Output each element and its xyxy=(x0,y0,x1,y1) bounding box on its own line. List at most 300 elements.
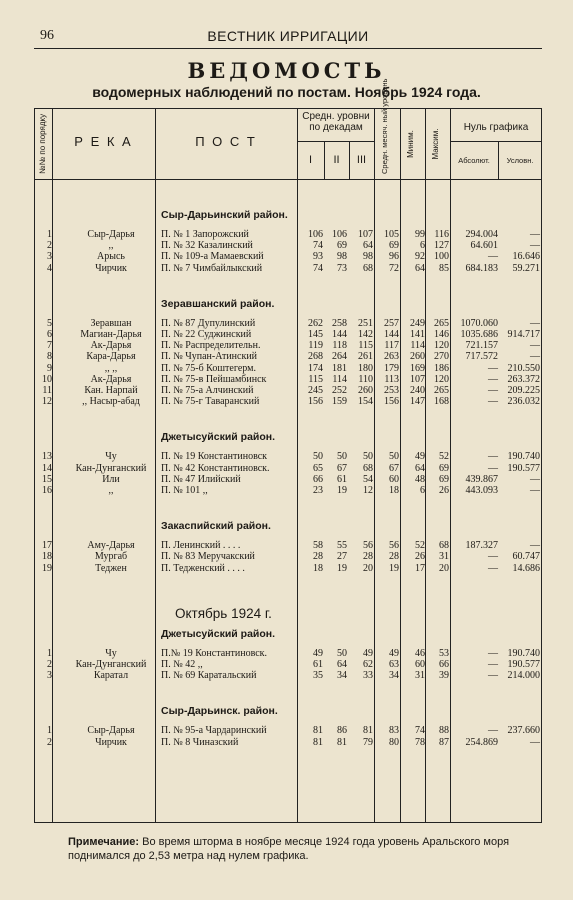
table-row xyxy=(35,485,543,496)
row-number: 8 xyxy=(47,351,52,363)
decade-2-cell: 264 xyxy=(332,351,347,363)
row-number: 12 xyxy=(42,396,52,408)
conditional-cell: 214.000 xyxy=(507,670,540,682)
post-cell: П. Тедженский . . . . xyxy=(161,562,245,574)
monthly-avg-cell: 50 xyxy=(389,451,399,463)
table-row xyxy=(35,563,543,574)
min-cell: 6 xyxy=(420,485,425,496)
decade-3-cell: 110 xyxy=(358,373,373,385)
footnote-text: Во время шторма в ноябре месяце 1924 года уровень Аральского моря поднимался до 2,53 метра над нулем графика. xyxy=(68,836,510,862)
conditional-cell: — xyxy=(530,317,540,329)
section-title: Джетысуйский район. xyxy=(161,627,276,640)
min-cell: 60 xyxy=(415,659,425,670)
decade-2-cell: 64 xyxy=(337,659,347,670)
max-cell: 26 xyxy=(439,485,449,496)
max-cell: 87 xyxy=(439,736,449,748)
header-decade-2: II xyxy=(333,154,340,166)
river-cell: Зеравшан xyxy=(90,317,132,329)
max-cell: 31 xyxy=(439,551,449,563)
post-cell: П. № 87 Дупулинский xyxy=(161,317,256,329)
header-min: Миним. xyxy=(406,130,415,158)
post-cell: П. № 75-в Пейшамбинск xyxy=(161,373,267,385)
decade-1-cell: 81 xyxy=(313,736,323,748)
row-number: 16 xyxy=(42,485,52,496)
river-cell: Магиан-Дарья xyxy=(80,329,142,340)
min-cell: 147 xyxy=(410,396,425,408)
section-title: Закаспийский район. xyxy=(161,520,271,533)
max-cell: 127 xyxy=(434,240,449,252)
monthly-avg-cell: 96 xyxy=(389,251,399,263)
min-cell: 49 xyxy=(415,451,425,463)
river-cell: Кара-Дарья xyxy=(86,351,136,363)
header-max: Максим. xyxy=(431,128,440,160)
decade-3-cell: 251 xyxy=(358,317,373,329)
river-cell: Чу xyxy=(105,451,117,463)
max-cell: 265 xyxy=(434,317,449,329)
header-absolute: Абсолют. xyxy=(458,156,490,165)
river-cell: Каратал xyxy=(93,670,129,682)
post-cell: П. № Распределительн. xyxy=(161,340,261,352)
decade-1-cell: 174 xyxy=(308,362,323,374)
min-cell: 114 xyxy=(410,340,425,352)
post-cell: П. № 69 Каратальский xyxy=(161,670,257,682)
monthly-avg-cell: 69 xyxy=(389,240,399,252)
table-row xyxy=(35,551,543,562)
table-row xyxy=(35,229,543,240)
header-decade-1: I xyxy=(308,154,313,166)
table-row xyxy=(35,351,543,362)
decade-3-cell: 260 xyxy=(358,385,373,396)
river-cell: ,, Насыр-абад xyxy=(82,396,140,408)
row-number: 7 xyxy=(47,340,52,352)
decade-3-cell: 79 xyxy=(363,736,373,748)
river-cell: ,, ,, xyxy=(104,362,118,374)
decade-2-cell: 19 xyxy=(337,562,347,574)
absolute-cell: 684.183 xyxy=(465,262,498,274)
conditional-cell: 190.740 xyxy=(507,451,540,463)
decade-2-cell: 69 xyxy=(337,240,347,252)
decade-3-cell: 154 xyxy=(358,396,373,408)
absolute-cell: — xyxy=(488,396,498,408)
decade-2-cell: 27 xyxy=(337,551,347,563)
min-cell: 64 xyxy=(415,462,425,474)
footnote xyxy=(68,835,520,863)
row-number: 9 xyxy=(47,362,52,374)
document-title: ВЕДОМОСТЬ xyxy=(187,58,386,83)
row-number: 5 xyxy=(47,317,52,329)
absolute-cell: — xyxy=(488,451,498,463)
monthly-avg-cell: 144 xyxy=(384,329,399,340)
post-cell: П. № 32 Казалинский xyxy=(161,240,253,252)
row-number: 3 xyxy=(47,251,52,263)
month-heading: Октябрь 1924 г. xyxy=(175,605,272,621)
table-row xyxy=(35,648,543,659)
decade-3-cell: 12 xyxy=(363,485,373,496)
row-number: 2 xyxy=(47,240,52,252)
table-row xyxy=(35,737,543,748)
min-cell: 99 xyxy=(415,229,425,240)
monthly-avg-cell: 63 xyxy=(389,659,399,670)
decade-1-cell: 49 xyxy=(313,647,323,659)
max-cell: 69 xyxy=(439,462,449,474)
decade-1-cell: 35 xyxy=(313,670,323,682)
absolute-cell: 721.157 xyxy=(465,340,498,352)
absolute-cell: 717.572 xyxy=(465,351,498,363)
decade-1-cell: 18 xyxy=(313,562,323,574)
absolute-cell: — xyxy=(488,385,498,396)
table-row xyxy=(35,670,543,681)
max-cell: 146 xyxy=(434,329,449,340)
absolute-cell: — xyxy=(488,373,498,385)
max-cell: 39 xyxy=(439,670,449,682)
decade-1-cell: 81 xyxy=(313,725,323,737)
row-number: 14 xyxy=(42,462,52,474)
decade-2-cell: 252 xyxy=(332,385,347,396)
decade-3-cell: 68 xyxy=(363,462,373,474)
max-cell: 88 xyxy=(439,725,449,737)
river-cell: Чирчик xyxy=(95,262,127,274)
decade-3-cell: 56 xyxy=(363,540,373,552)
river-cell: Ак-Дарья xyxy=(90,340,132,352)
monthly-avg-cell: 257 xyxy=(384,317,399,329)
table-row xyxy=(35,474,543,485)
conditional-cell: 190.740 xyxy=(507,647,540,659)
monthly-avg-cell: 49 xyxy=(389,647,399,659)
header-num: №№ по порядку xyxy=(38,113,47,174)
absolute-cell: 254.869 xyxy=(465,736,498,748)
min-cell: 141 xyxy=(410,329,425,340)
decade-1-cell: 74 xyxy=(313,262,323,274)
decade-2-cell: 86 xyxy=(337,725,347,737)
post-cell: П. № 7 Чимбайлыкский xyxy=(161,262,263,274)
row-number: 4 xyxy=(47,262,52,274)
conditional-cell: 14.686 xyxy=(512,562,540,574)
table-row xyxy=(35,263,543,274)
post-cell: П. № 75-б Коштегерм. xyxy=(161,362,256,374)
max-cell: 20 xyxy=(439,562,449,574)
decade-3-cell: 98 xyxy=(363,251,373,263)
monthly-avg-cell: 18 xyxy=(389,485,399,496)
decade-2-cell: 50 xyxy=(337,647,347,659)
post-cell: П. Ленинский . . . . xyxy=(161,540,241,552)
absolute-cell: — xyxy=(488,562,498,574)
absolute-cell: 1035.686 xyxy=(460,329,498,340)
table-row xyxy=(35,463,543,474)
header-monthly-avg: Средн. месяч. ный уровень xyxy=(380,78,389,174)
absolute-cell: — xyxy=(488,462,498,474)
post-cell: П.№ 19 Константиновск. xyxy=(161,647,268,659)
decade-1-cell: 145 xyxy=(308,329,323,340)
river-cell: Сыр-Дарья xyxy=(87,229,135,240)
row-number: 17 xyxy=(42,540,52,552)
min-cell: 169 xyxy=(410,362,425,374)
header-decade-avg: Средн. уровни по декадам xyxy=(302,111,370,133)
table-row xyxy=(35,396,543,407)
post-cell: П. № 1 Запорожский xyxy=(161,229,249,240)
header-river: Р Е К А xyxy=(74,134,133,149)
river-cell: Арысь xyxy=(97,251,125,263)
post-cell: П. № 95-а Чардаринский xyxy=(161,725,267,737)
max-cell: 120 xyxy=(434,340,449,352)
max-cell: 120 xyxy=(434,373,449,385)
conditional-cell: — xyxy=(530,736,540,748)
absolute-cell: 64.601 xyxy=(470,240,498,252)
row-number: 3 xyxy=(47,670,52,682)
monthly-avg-cell: 80 xyxy=(389,736,399,748)
monthly-avg-cell: 113 xyxy=(384,373,399,385)
monthly-avg-cell: 83 xyxy=(389,725,399,737)
decade-2-cell: 67 xyxy=(337,462,347,474)
absolute-cell: 443.093 xyxy=(465,485,498,496)
decade-1-cell: 268 xyxy=(308,351,323,363)
page-header xyxy=(34,28,542,49)
min-cell: 92 xyxy=(415,251,425,263)
max-cell: 68 xyxy=(439,540,449,552)
decade-2-cell: 81 xyxy=(337,736,347,748)
min-cell: 52 xyxy=(415,540,425,552)
decade-3-cell: 64 xyxy=(363,240,373,252)
row-number: 2 xyxy=(47,736,52,748)
river-cell: Чирчик xyxy=(95,736,127,748)
decade-3-cell: 180 xyxy=(358,362,373,374)
absolute-cell: — xyxy=(488,647,498,659)
decade-2-cell: 258 xyxy=(332,317,347,329)
conditional-cell: — xyxy=(530,340,540,352)
absolute-cell: 187.327 xyxy=(465,540,498,552)
decade-1-cell: 93 xyxy=(313,251,323,263)
row-number: 15 xyxy=(42,473,52,485)
max-cell: 100 xyxy=(434,251,449,263)
conditional-cell: — xyxy=(530,473,540,485)
min-cell: 6 xyxy=(420,240,425,252)
post-cell: П. № 22 Суджинский xyxy=(161,329,252,340)
decade-3-cell: 54 xyxy=(363,473,373,485)
absolute-cell: 294.004 xyxy=(465,229,498,240)
row-number: 11 xyxy=(42,385,52,396)
max-cell: 52 xyxy=(439,451,449,463)
decade-2-cell: 114 xyxy=(332,373,347,385)
river-cell: Сыр-Дарья xyxy=(87,725,135,737)
monthly-avg-cell: 28 xyxy=(389,551,399,563)
min-cell: 17 xyxy=(415,562,425,574)
river-cell: Кан-Дунганский xyxy=(75,659,147,670)
max-cell: 53 xyxy=(439,647,449,659)
min-cell: 78 xyxy=(415,736,425,748)
max-cell: 270 xyxy=(434,351,449,363)
post-cell: П. № 42 Константиновск. xyxy=(161,462,270,474)
row-number: 1 xyxy=(47,647,52,659)
min-cell: 46 xyxy=(415,647,425,659)
monthly-avg-cell: 263 xyxy=(384,351,399,363)
row-number: 10 xyxy=(42,373,52,385)
journal-title: ВЕСТНИК ИРРИГАЦИИ xyxy=(207,28,369,44)
row-number: 13 xyxy=(42,451,52,463)
conditional-cell: — xyxy=(530,229,540,240)
table-row xyxy=(35,240,543,251)
absolute-cell: — xyxy=(488,551,498,563)
min-cell: 107 xyxy=(410,373,425,385)
post-cell: П. № 75-а Алчинский xyxy=(161,385,254,396)
max-cell: 168 xyxy=(434,396,449,408)
section-title: Сыр-Дарьинск. район. xyxy=(161,705,278,718)
max-cell: 116 xyxy=(434,229,449,240)
table-row xyxy=(35,318,543,329)
max-cell: 186 xyxy=(434,362,449,374)
conditional-cell: 237.660 xyxy=(507,725,540,737)
row-number: 2 xyxy=(47,659,52,670)
post-cell: П. № Чупан-Атинский xyxy=(161,351,258,363)
decade-1-cell: 61 xyxy=(313,659,323,670)
absolute-cell: — xyxy=(488,725,498,737)
document-subtitle: водомерных наблюдений по постам. Ноябрь 1924 года. xyxy=(92,84,481,100)
min-cell: 249 xyxy=(410,317,425,329)
section-title: Джетысуйский район. xyxy=(161,431,276,444)
conditional-cell: 209.225 xyxy=(507,385,540,396)
river-cell: Теджен xyxy=(95,562,127,574)
max-cell: 85 xyxy=(439,262,449,274)
river-cell: ,, xyxy=(108,240,114,252)
decade-3-cell: 20 xyxy=(363,562,373,574)
decade-3-cell: 62 xyxy=(363,659,373,670)
monthly-avg-cell: 60 xyxy=(389,473,399,485)
decade-3-cell: 107 xyxy=(358,229,373,240)
row-divider xyxy=(297,141,374,142)
min-cell: 48 xyxy=(415,473,425,485)
decade-1-cell: 156 xyxy=(308,396,323,408)
table-row xyxy=(35,725,543,736)
decade-1-cell: 66 xyxy=(313,473,323,485)
river-cell: Ак-Дарья xyxy=(90,373,132,385)
conditional-cell: 60.747 xyxy=(512,551,540,563)
decade-1-cell: 58 xyxy=(313,540,323,552)
monthly-avg-cell: 34 xyxy=(389,670,399,682)
page-number: 96 xyxy=(40,28,54,43)
post-cell: П. № 8 Чиназский xyxy=(161,736,239,748)
footnote-label: Примечание: xyxy=(68,836,140,848)
decade-1-cell: 74 xyxy=(313,240,323,252)
decade-2-cell: 50 xyxy=(337,451,347,463)
max-cell: 265 xyxy=(434,385,449,396)
monthly-avg-cell: 72 xyxy=(389,262,399,274)
header-post: П О С Т xyxy=(195,134,257,149)
conditional-cell: 263.372 xyxy=(507,373,540,385)
table-row xyxy=(35,385,543,396)
min-cell: 240 xyxy=(410,385,425,396)
monthly-avg-cell: 67 xyxy=(389,462,399,474)
decade-3-cell: 28 xyxy=(363,551,373,563)
row-number: 18 xyxy=(42,551,52,563)
post-cell: П. № 83 Меручакский xyxy=(161,551,255,563)
min-cell: 64 xyxy=(415,262,425,274)
header-conditional: Условн. xyxy=(506,156,534,165)
table-row xyxy=(35,451,543,462)
decade-1-cell: 115 xyxy=(308,373,323,385)
river-cell: Аму-Дарья xyxy=(87,540,135,552)
river-cell: ,, xyxy=(108,485,114,496)
decade-2-cell: 181 xyxy=(332,362,347,374)
post-cell: П. № 109-а Мамаевский xyxy=(161,251,264,263)
row-divider xyxy=(450,141,542,142)
river-cell: Мургаб xyxy=(94,551,128,563)
monthly-avg-cell: 105 xyxy=(384,229,399,240)
section-title: Зеравшанский район. xyxy=(161,297,275,310)
decade-2-cell: 98 xyxy=(337,251,347,263)
table-row xyxy=(35,374,543,385)
conditional-cell: 16.646 xyxy=(512,251,540,263)
decade-2-cell: 73 xyxy=(337,262,347,274)
table-row xyxy=(35,540,543,551)
absolute-cell: — xyxy=(488,362,498,374)
conditional-cell: 914.717 xyxy=(507,329,540,340)
conditional-cell: 59.271 xyxy=(512,262,540,274)
header-zero-graph: Нуль графика xyxy=(463,122,529,133)
monthly-avg-cell: 56 xyxy=(389,540,399,552)
row-number: 1 xyxy=(47,725,52,737)
decade-1-cell: 106 xyxy=(308,229,323,240)
decade-1-cell: 262 xyxy=(308,317,323,329)
decade-3-cell: 33 xyxy=(363,670,373,682)
post-cell: П. № 47 Илийский xyxy=(161,473,241,485)
decade-2-cell: 34 xyxy=(337,670,347,682)
decade-3-cell: 81 xyxy=(363,725,373,737)
river-cell: Чу xyxy=(105,647,117,659)
decade-2-cell: 55 xyxy=(337,540,347,552)
absolute-cell: — xyxy=(488,659,498,670)
decade-1-cell: 50 xyxy=(313,451,323,463)
decade-1-cell: 245 xyxy=(308,385,323,396)
section-title: Сыр-Дарьинский район. xyxy=(161,209,288,221)
decade-1-cell: 23 xyxy=(313,485,323,496)
river-cell: Кан. Нарпай xyxy=(84,385,138,396)
conditional-cell: 210.550 xyxy=(507,362,540,374)
conditional-cell: — xyxy=(530,351,540,363)
row-number: 1 xyxy=(47,229,52,240)
conditional-cell: — xyxy=(530,240,540,252)
decade-2-cell: 61 xyxy=(337,473,347,485)
decade-1-cell: 28 xyxy=(313,551,323,563)
row-number: 19 xyxy=(42,562,52,574)
header-decade-3: III xyxy=(356,154,367,166)
decade-1-cell: 65 xyxy=(313,462,323,474)
decade-3-cell: 68 xyxy=(363,262,373,274)
header-bottom-rule xyxy=(35,179,541,180)
max-cell: 69 xyxy=(439,473,449,485)
conditional-cell: 190.577 xyxy=(507,659,540,670)
absolute-cell: — xyxy=(488,251,498,263)
decade-2-cell: 106 xyxy=(332,229,347,240)
decade-3-cell: 115 xyxy=(358,340,373,352)
table-row xyxy=(35,363,543,374)
monthly-avg-cell: 253 xyxy=(384,385,399,396)
table-row xyxy=(35,659,543,670)
decade-3-cell: 142 xyxy=(358,329,373,340)
conditional-cell: — xyxy=(530,485,540,496)
decade-3-cell: 49 xyxy=(363,647,373,659)
conditional-cell: 190.577 xyxy=(507,462,540,474)
monthly-avg-cell: 179 xyxy=(384,362,399,374)
min-cell: 26 xyxy=(415,551,425,563)
absolute-cell: 1070.060 xyxy=(460,317,498,329)
river-cell: Или xyxy=(102,473,120,485)
min-cell: 260 xyxy=(410,351,425,363)
monthly-avg-cell: 117 xyxy=(384,340,399,352)
conditional-cell: — xyxy=(530,540,540,552)
post-cell: П. № 42 ,, xyxy=(161,659,203,670)
min-cell: 31 xyxy=(415,670,425,682)
post-cell: П. № 75-г Таваранский xyxy=(161,396,260,408)
river-cell: Кан-Дунганский xyxy=(75,462,147,474)
absolute-cell: — xyxy=(488,670,498,682)
